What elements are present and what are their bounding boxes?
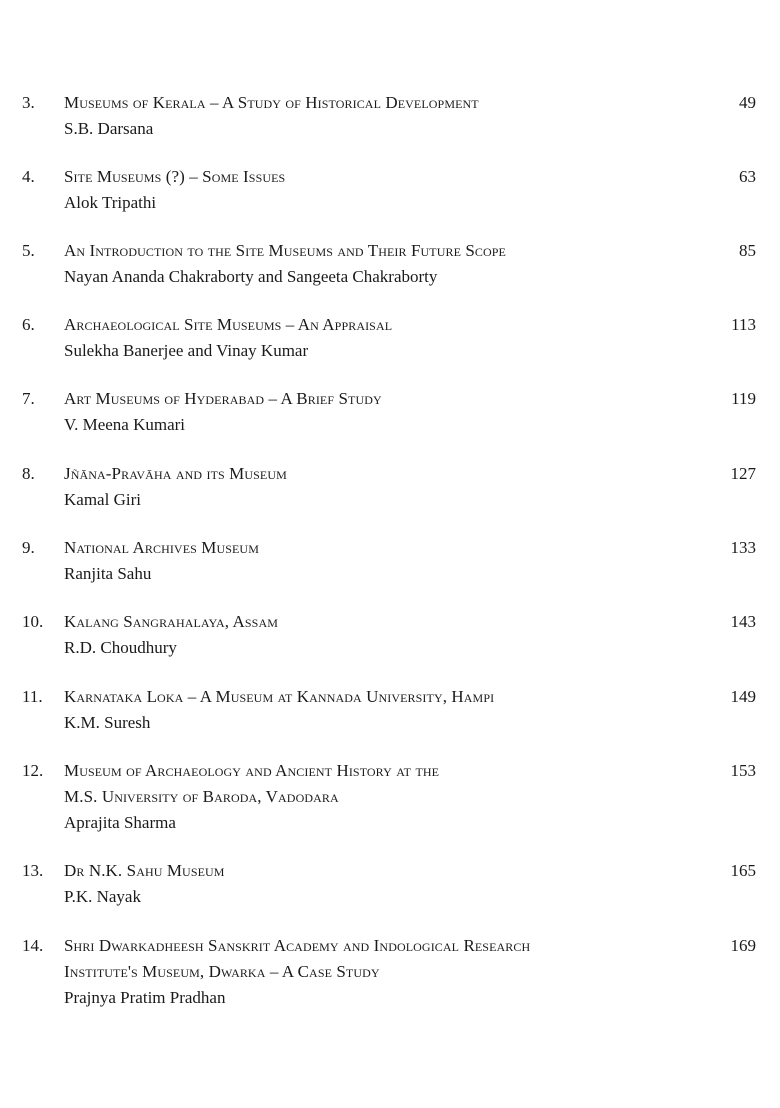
- entry-number: 8.: [22, 464, 35, 483]
- entry-title: Museum of Archaeology and Ancient History at the: [64, 761, 440, 780]
- entry-page-number: 127: [730, 464, 756, 483]
- entry-page-number: 133: [730, 538, 756, 557]
- entry-author: Kamal Giri: [64, 490, 141, 509]
- entry-number: 12.: [22, 761, 44, 780]
- entry-author: P.K. Nayak: [64, 887, 141, 906]
- entry-page-number: 165: [730, 861, 756, 880]
- entry-number: 5.: [22, 241, 35, 260]
- entry-author: R.D. Choudhury: [64, 638, 177, 657]
- entry-title: National Archives Museum: [64, 538, 259, 557]
- entry-title: Site Museums (?) – Some Issues: [64, 167, 286, 186]
- entry-page-number: 85: [739, 241, 756, 260]
- entry-title: Dr N.K. Sahu Museum: [64, 861, 225, 880]
- entry-title: An Introduction to the Site Museums and Their Future Scope: [64, 241, 506, 260]
- entry-number: 4.: [22, 167, 35, 186]
- entry-number: 10.: [22, 612, 44, 631]
- entry-title: Archaeological Site Museums – An Appraisal: [64, 315, 393, 334]
- entry-title: Karnataka Loka – A Museum at Kannada University, Hampi: [64, 687, 495, 706]
- entry-author: Nayan Ananda Chakraborty and Sangeeta Chakraborty: [64, 267, 438, 286]
- entry-author: Ranjita Sahu: [64, 564, 152, 583]
- entry-page-number: 169: [730, 936, 756, 955]
- entry-author: Alok Tripathi: [64, 193, 157, 212]
- entry-page-number: 49: [739, 93, 756, 112]
- entry-author: K.M. Suresh: [64, 713, 151, 732]
- entry-number: 11.: [22, 687, 43, 706]
- entry-title: Jñāna-Pravāha and its Museum: [64, 464, 287, 483]
- entry-number: 7.: [22, 389, 35, 408]
- entry-number: 6.: [22, 315, 35, 334]
- entry-page-number: 113: [731, 315, 756, 334]
- entry-title: Art Museums of Hyderabad – A Brief Study: [64, 389, 382, 408]
- entry-page-number: 63: [739, 167, 756, 186]
- entry-author: S.B. Darsana: [64, 119, 154, 138]
- entry-number: 9.: [22, 538, 35, 557]
- entry-title-continued: M.S. University of Baroda, Vadodara: [64, 787, 339, 806]
- entry-number: 13.: [22, 861, 44, 880]
- entry-number: 3.: [22, 93, 35, 112]
- entry-author: Sulekha Banerjee and Vinay Kumar: [64, 341, 309, 360]
- entry-title-continued: Institute's Museum, Dwarka – A Case Study: [64, 962, 380, 981]
- entry-page-number: 119: [731, 389, 756, 408]
- entry-page-number: 153: [730, 761, 756, 780]
- entry-title: Kalang Sangrahalaya, Assam: [64, 612, 278, 631]
- entry-title: Shri Dwarkadheesh Sanskrit Academy and Indological Research: [64, 936, 531, 955]
- entry-author: Aprajita Sharma: [64, 813, 176, 832]
- entry-author: V. Meena Kumari: [64, 415, 186, 434]
- entry-title: Museums of Kerala – A Study of Historical Development: [64, 93, 479, 112]
- entry-number: 14.: [22, 936, 44, 955]
- entry-author: Prajnya Pratim Pradhan: [64, 988, 226, 1007]
- entry-page-number: 143: [730, 612, 756, 631]
- entry-page-number: 149: [730, 687, 756, 706]
